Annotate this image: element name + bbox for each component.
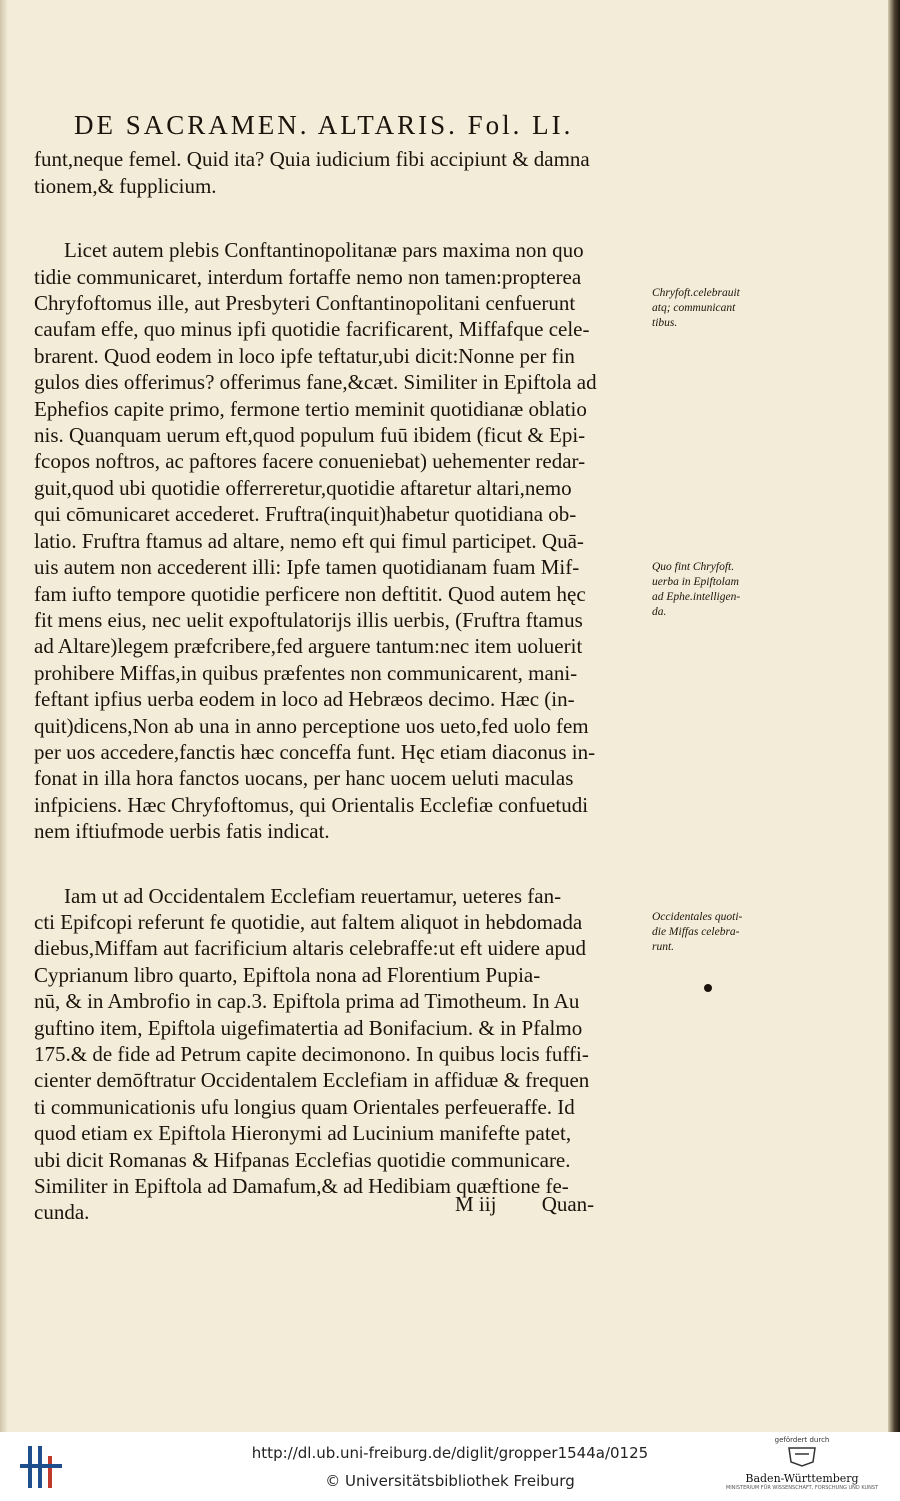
sponsor-logo bbox=[722, 1436, 882, 1496]
text-line: Iam ut ad Occidentalem Ecclefiam reuertamur, ueteres fan- bbox=[64, 883, 562, 908]
text-line: nem iftiufmode uerbis fatis indicat. bbox=[34, 819, 330, 844]
catchword: Quan- bbox=[541, 1192, 595, 1216]
text-line: brarent. Quod eodem in loco ipfe teftatur,ubi dicit:Nonne per fin bbox=[34, 343, 575, 368]
text-line: quit)dicens,Non ab una in anno perceptione uos ueto,fed uolo fem bbox=[34, 713, 589, 738]
margin-note-line: uerba in Epiftolam bbox=[652, 576, 739, 588]
text-line: latio. Fruftra ftamus ad altare, nemo eft qui fimul participet. Quā- bbox=[34, 528, 584, 553]
paragraph-gap bbox=[34, 845, 646, 883]
coat-of-arms-icon bbox=[785, 1444, 819, 1468]
text-line: uis autem non accederent illi: Ipfe tamen quotidianam fuam Mif- bbox=[34, 555, 580, 580]
text-line: qui cōmunicaret accederet. Fruftra(inquit)habetur quotidiana ob- bbox=[34, 502, 577, 527]
margin-note-line: ad Ephe.intelligen- bbox=[652, 591, 741, 603]
page-left-edge bbox=[0, 0, 8, 1432]
margin-note-ephesians bbox=[652, 560, 772, 620]
margin-note-line: tibus. bbox=[652, 317, 678, 329]
margin-note-chrysostom bbox=[652, 286, 772, 331]
text-line: Cyprianum libro quarto, Epiftola nona ad Florentium Pupia- bbox=[34, 962, 541, 987]
text-line: gulos dies offerimus? offerimus fane,&cæt. Similiter in Epiftola ad bbox=[34, 370, 597, 395]
text-line: cti Epifcopi referunt fe quotidie, aut faltem aliquot in hebdomada bbox=[34, 909, 583, 934]
text-line: Similiter in Epiftola ad Damafum,& ad Hedibiam quæftione fe- bbox=[34, 1174, 569, 1199]
signature-mark: M iij bbox=[455, 1192, 497, 1216]
text-line: Ephefios capite primo, fermone tertio meminit quotidianæ oblatio bbox=[34, 396, 587, 421]
paragraph-2 bbox=[34, 237, 646, 844]
text-line: Licet autem plebis Conftantinopolitanæ pars maxima non quo bbox=[64, 238, 584, 263]
text-line: tidie communicaret, interdum fortaffe nemo non tamen:propterea bbox=[34, 264, 582, 289]
text-line: caufam effe, quo minus ipfi quotidie facrificarent, Miffafque cele- bbox=[34, 317, 590, 342]
sponsor-ministry: MINISTERIUM FÜR WISSENSCHAFT, FORSCHUNG UND KUNST bbox=[725, 1485, 879, 1491]
text-line: prohibere Miffas,in quibus præfentes non communicarent, mani- bbox=[34, 660, 578, 685]
margin-note-line: Quo fint Chryfoft. bbox=[652, 561, 735, 573]
margin-note-line: die Miffas celebra- bbox=[652, 926, 740, 938]
text-line: fcopos noftros, ac paftores facere conueniebat) uehementer redar- bbox=[34, 449, 586, 474]
text-line: guit,quod ubi quotidie offerreretur,quotidie aftaretur altari,nemo bbox=[34, 475, 572, 500]
text-line: fit mens eius, nec uelit expoftulatorijs illis uerbis, (Fruftra ftamus bbox=[34, 607, 583, 632]
catchword-line bbox=[455, 1192, 655, 1217]
margin-note-line: atq; communicant bbox=[652, 302, 736, 314]
margin-note-line: runt. bbox=[652, 941, 675, 953]
ink-spot bbox=[704, 984, 712, 992]
paragraph-3 bbox=[34, 883, 646, 1226]
text-line: nis. Quanquam uerum eft,quod populum fuū ibidem (ficut & Epi- bbox=[34, 423, 586, 448]
text-line: cunda. bbox=[34, 1200, 90, 1225]
sponsor-name: Baden-Württemberg bbox=[745, 1472, 859, 1485]
text-line: infpiciens. Hæc Chryfoftomus, qui Orientalis Ecclefiæ confuetudi bbox=[34, 792, 589, 817]
paragraph-gap bbox=[34, 199, 646, 237]
margin-note-line: Chryfoft.celebrauit bbox=[652, 287, 740, 299]
book-spine-shadow bbox=[888, 0, 900, 1432]
permalink-url[interactable]: http://dl.ub.uni-freiburg.de/diglit/gropper1544a/0125 bbox=[251, 1444, 649, 1462]
text-line: fam iufto tempore quotidie perficere non deftitit. Quod autem hęc bbox=[34, 581, 586, 606]
text-line: ad Altare)legem præfcribere,fed arguere tantum:nec item uoluerit bbox=[34, 634, 583, 659]
margin-note-line: da. bbox=[652, 606, 667, 618]
text-line: tionem,& fupplicium. bbox=[34, 173, 217, 198]
margin-note-line: Occidentales quoti- bbox=[652, 911, 743, 923]
text-line: 175.& de fide ad Petrum capite decimonono. In quibus locis fuffi- bbox=[34, 1042, 589, 1066]
text-line: per uos accedere,fanctis hæc conceffa funt. Hęc etiam diaconus in- bbox=[34, 739, 596, 764]
margin-note-occidental bbox=[652, 910, 772, 955]
page-body bbox=[34, 112, 646, 1226]
text-line: ubi dicit Romanas & Hifpanas Ecclefias quotidie communicare. bbox=[34, 1147, 571, 1172]
sponsor-caption: gefördert durch bbox=[774, 1436, 830, 1444]
text-line: diebus,Miffam aut facrificium altaris celebraffe:ut eft uidere apud bbox=[34, 936, 586, 961]
viewer-footer bbox=[0, 1432, 900, 1501]
text-line: feftant ipfius uerba eodem in loco ad Hebræos decimo. Hæc (in- bbox=[34, 687, 575, 712]
text-line: guftino item, Epiftola uigefimatertia ad Bonifacium. & in Pfalmo bbox=[34, 1015, 583, 1040]
copyright-notice: © Universitätsbibliothek Freiburg bbox=[325, 1472, 575, 1490]
paragraph-1 bbox=[34, 146, 646, 199]
text-line: nū, & in Ambrofio in cap.3. Epiftola prima ad Timotheum. In Au bbox=[34, 989, 580, 1014]
text-line: ti communicationis ufu longius quam Orientales perfeueraffe. Id bbox=[34, 1094, 575, 1119]
text-line: cienter demōftratur Occidentalem Ecclefiam in affiduæ & frequen bbox=[34, 1068, 590, 1093]
text-line: funt,neque femel. Quid ita? Quia iudicium fibi accipiunt & damna bbox=[34, 147, 590, 172]
text-line: quod etiam ex Epiftola Hieronymi ad Lucinium manifefte patet, bbox=[34, 1121, 572, 1146]
text-line: Chryfoftomus ille, aut Presbyteri Conftantinopolitani cenfuerunt bbox=[34, 291, 576, 316]
running-head: DE SACRAMEN. ALTARIS. Fol. LI. bbox=[74, 110, 574, 140]
text-line: fonat in illa hora fanctos uocans, per hanc uocem ueluti maculas bbox=[34, 766, 574, 791]
